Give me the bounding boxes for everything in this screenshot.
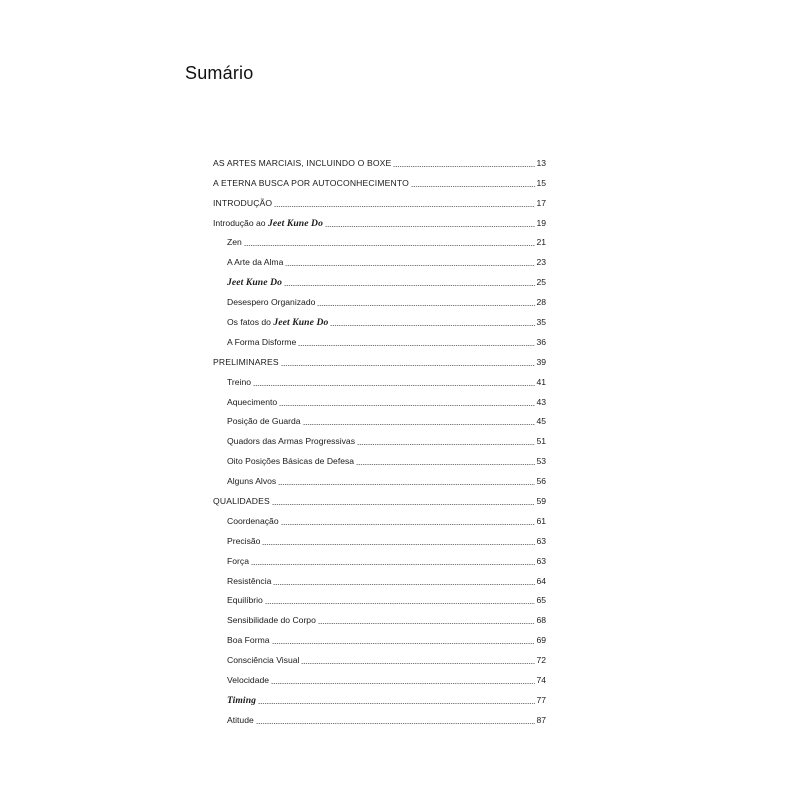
toc-section-entry [213, 388, 546, 408]
toc-page-number: 23 [536, 257, 546, 268]
dot-leader [278, 484, 535, 485]
toc-page-number: 87 [536, 714, 546, 725]
toc-entry-title [213, 496, 271, 507]
dot-leader [281, 524, 536, 525]
toc-entry-text: AS ARTES MARCIAIS, INCLUINDO O BOXE [213, 157, 392, 168]
toc-entry-title [227, 595, 264, 606]
toc-page-number: 59 [536, 496, 546, 507]
toc-entry-title [227, 297, 316, 308]
toc-section-entry [213, 626, 546, 646]
toc-page-number: 36 [536, 336, 546, 347]
toc-page-number: 13 [536, 157, 546, 168]
toc-section-entry [213, 666, 546, 686]
toc-entry-text: Introdução ao [213, 217, 268, 228]
toc-section-entry [213, 447, 546, 467]
toc-entry-title [227, 277, 283, 288]
toc-section-entry [213, 507, 546, 527]
page-title: Sumário [185, 63, 254, 83]
toc-chapter-entry [213, 209, 546, 229]
dot-leader [262, 544, 535, 545]
toc-entry-title [213, 218, 324, 229]
toc-section-entry [213, 427, 546, 447]
toc-section-entry [213, 587, 546, 607]
toc-entry-title [227, 576, 272, 587]
toc-entry-title [227, 416, 302, 427]
toc-section-entry [213, 248, 546, 268]
dot-leader [330, 325, 535, 326]
toc-entry-text: A ETERNA BUSCA POR AUTOCONHECIMENTO [213, 177, 409, 188]
toc-entry-title [227, 317, 329, 328]
toc-section-entry [213, 408, 546, 428]
toc-section-entry [213, 646, 546, 666]
toc-entry-title [227, 476, 277, 487]
dot-leader [357, 444, 535, 445]
dot-leader [274, 206, 535, 207]
toc-entry-text: Boa Forma [227, 635, 270, 646]
toc-entry-title [227, 436, 356, 447]
toc-page-number: 17 [536, 197, 546, 208]
toc-page-number: 64 [536, 575, 546, 586]
toc-entry-text: Treino [227, 376, 252, 387]
toc-entry-text: Zen [227, 237, 242, 248]
toc-entry-text: QUALIDADES [213, 496, 270, 507]
toc-section-entry [213, 268, 546, 288]
toc-entry-text: Sensibilidade do Corpo [227, 615, 316, 626]
toc-entry-text: A Arte da Alma [227, 257, 284, 268]
toc-page-number: 35 [536, 317, 546, 328]
toc-page-number: 41 [536, 376, 546, 387]
toc-entry-title [227, 456, 355, 467]
dot-leader [253, 385, 535, 386]
toc-chapter-entry [213, 348, 546, 368]
toc-entry-title [213, 158, 392, 169]
toc-page-number: 65 [536, 595, 546, 606]
toc-entry-text: Atitude [227, 714, 254, 725]
toc-entry-text: Força [227, 555, 249, 566]
toc-entry-title [213, 178, 410, 189]
dot-leader [272, 643, 536, 644]
toc-page-number: 56 [536, 476, 546, 487]
toc-page-number: 39 [536, 356, 546, 367]
toc-entry-title [227, 635, 271, 646]
dot-leader [356, 464, 535, 465]
toc-page-number: 25 [536, 277, 546, 288]
toc-page-number: 63 [536, 555, 546, 566]
toc-entry-text: Posição de Guarda [227, 416, 301, 427]
table-of-contents [213, 149, 546, 726]
dot-leader [256, 723, 536, 724]
toc-entry-title [227, 655, 300, 666]
toc-entry-text: Coordenação [227, 515, 279, 526]
dot-leader [265, 603, 536, 604]
toc-entry-title [227, 337, 297, 348]
dot-leader [298, 345, 535, 346]
dot-leader [285, 265, 535, 266]
toc-chapter-entry [213, 487, 546, 507]
toc-entry-title [227, 257, 284, 268]
toc-entry-emphasis: Jeet Kune Do [227, 277, 283, 289]
toc-section-entry [213, 527, 546, 547]
toc-page-number: 19 [536, 217, 546, 228]
toc-entry-text: Precisão [227, 535, 261, 546]
dot-leader [318, 623, 536, 624]
toc-entry-text: Os fatos do [227, 317, 274, 328]
toc-entry-emphasis: Jeet Kune Do [267, 217, 323, 229]
dot-leader [273, 584, 535, 585]
toc-section-entry [213, 706, 546, 726]
toc-entry-title [227, 237, 243, 248]
toc-section-entry [213, 547, 546, 567]
toc-entry-text: Quadors das Armas Progressivas [227, 436, 356, 447]
dot-leader [325, 226, 535, 227]
dot-leader [393, 166, 535, 167]
toc-page-number: 77 [536, 694, 546, 705]
dot-leader [271, 683, 535, 684]
toc-entry-emphasis: Jeet Kune Do [273, 317, 329, 329]
toc-entry-title [227, 556, 250, 567]
toc-entry-title [227, 516, 280, 527]
toc-page-number: 43 [536, 396, 546, 407]
toc-page-number: 21 [536, 237, 546, 248]
toc-entry-title [227, 377, 252, 388]
toc-entry-text: INTRODUÇÃO [213, 197, 273, 208]
toc-entry-emphasis: Timing [227, 694, 257, 706]
toc-section-entry [213, 567, 546, 587]
dot-leader [251, 564, 535, 565]
toc-section-entry [213, 686, 546, 706]
dot-leader [272, 504, 536, 505]
toc-entry-title [227, 695, 257, 706]
dot-leader [411, 186, 535, 187]
toc-page-number: 61 [536, 515, 546, 526]
toc-section-entry [213, 606, 546, 626]
toc-entry-text: Desespero Organizado [227, 297, 316, 308]
toc-entry-text: A Forma Disforme [227, 336, 297, 347]
dot-leader [317, 305, 535, 306]
toc-section-entry [213, 308, 546, 328]
toc-entry-text: Velocidade [227, 675, 270, 686]
dot-leader [279, 405, 535, 406]
toc-page-number: 68 [536, 615, 546, 626]
toc-entry-text: PRELIMINARES [213, 356, 279, 367]
toc-entry-title [227, 675, 270, 686]
toc-entry-text: Equilíbrio [227, 595, 263, 606]
toc-entry-text: Resistência [227, 575, 272, 586]
toc-page-number: 63 [536, 535, 546, 546]
toc-section-entry [213, 229, 546, 249]
toc-chapter-entry [213, 169, 546, 189]
toc-entry-title [227, 536, 261, 547]
toc-entry-title [213, 198, 273, 209]
toc-section-entry [213, 288, 546, 308]
toc-entry-title [227, 715, 255, 726]
toc-section-entry [213, 467, 546, 487]
toc-entry-text: Oito Posições Básicas de Defesa [227, 456, 355, 467]
toc-page-number: 15 [536, 177, 546, 188]
toc-entry-title [227, 615, 317, 626]
toc-page-number: 69 [536, 635, 546, 646]
dot-leader [284, 285, 535, 286]
dot-leader [281, 365, 536, 366]
toc-page-number: 72 [536, 655, 546, 666]
dot-leader [301, 663, 535, 664]
toc-entry-text: Aquecimento [227, 396, 278, 407]
toc-entry-text: Consciência Visual [227, 655, 300, 666]
toc-section-entry [213, 328, 546, 348]
toc-chapter-entry [213, 149, 546, 169]
dot-leader [244, 245, 536, 246]
toc-chapter-entry [213, 189, 546, 209]
toc-entry-title [227, 397, 278, 408]
toc-entry-title [213, 357, 280, 368]
toc-page-number: 51 [536, 436, 546, 447]
toc-page-number: 53 [536, 456, 546, 467]
dot-leader [258, 703, 535, 704]
toc-page-number: 28 [536, 297, 546, 308]
toc-section-entry [213, 368, 546, 388]
toc-entry-text: Alguns Alvos [227, 476, 277, 487]
toc-page-number: 74 [536, 675, 546, 686]
dot-leader [303, 424, 536, 425]
toc-page-number: 45 [536, 416, 546, 427]
